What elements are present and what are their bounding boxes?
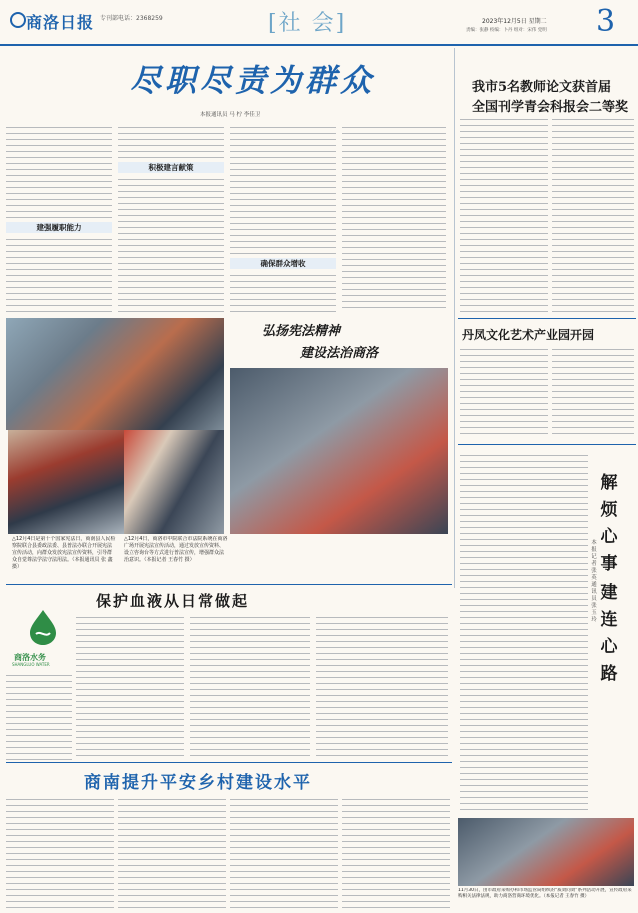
water-headline: 保护血液从日常做起 bbox=[96, 592, 250, 610]
main-byline: 本报通讯员 马 柠 李佳卫 bbox=[200, 112, 261, 118]
photo-propaganda-booth bbox=[124, 430, 224, 534]
article-text bbox=[6, 124, 112, 220]
village-safety-headline: 商南提升平安乡村建设水平 bbox=[84, 773, 312, 793]
subhead: 积极建言献策 bbox=[118, 162, 224, 173]
article-text bbox=[342, 796, 450, 908]
newspaper-logo-icon bbox=[10, 12, 26, 28]
article-text bbox=[118, 124, 224, 160]
section-rule bbox=[458, 444, 636, 445]
bottom-right-caption: 11月30日，由市政府采购办和市场监管局组织的“质效问效”系列活动开展，宣传政府采购相关法律法规，助力商洛营商环境优化。（本报记者 王春竹 摄） bbox=[458, 888, 632, 899]
vertical-title-col1: 解烦心事 bbox=[600, 473, 618, 574]
article-text bbox=[118, 176, 224, 312]
article-text bbox=[118, 796, 226, 908]
article-text bbox=[6, 236, 112, 312]
main-headline: 尽职尽责为群众 bbox=[130, 63, 375, 99]
issue-date: 2023年12月5日 星期二 bbox=[482, 18, 547, 25]
section-title: [社 会] bbox=[268, 11, 347, 36]
article-text bbox=[230, 124, 336, 256]
teacher-award-headline-line1: 我市5名教师论文获首届 bbox=[472, 80, 612, 95]
photo-caption-right: △12月4日，商洛市中院联合市法院系统在商洛广场开展宪法宣传活动，通过发放宣传资料、设立咨询台等方式进行普法宣传，增强群众法治意识。（本报记者 王春竹 摄） bbox=[124, 536, 228, 563]
section-rule bbox=[6, 762, 452, 763]
photo-banner-line1: 弘扬宪法精神 bbox=[262, 324, 341, 339]
article-text bbox=[460, 452, 588, 814]
article-text bbox=[552, 116, 634, 312]
photo-caption-left: △12月4日是第十个国家宪法日，商南县人民检察院联合县委政法委、县普法办联合开展宪法宣传活动，向群众发放宪法宣传资料，引导群众自觉尊法学法守法用法。（本报通讯员 张 鑫 摄） bbox=[12, 536, 116, 570]
article-text bbox=[342, 124, 446, 312]
article-text bbox=[552, 346, 634, 438]
masthead: 商洛日报 bbox=[26, 13, 95, 32]
column-divider bbox=[454, 48, 455, 588]
vertical-byline: 本报记者 张 英 通讯员 张玉玲 bbox=[591, 540, 597, 623]
hotline: 专刊部电话：2368259 bbox=[100, 15, 163, 22]
vertical-title-col2: 建连心路 bbox=[600, 583, 618, 684]
water-logo-subtext: SHANGLUO WATER bbox=[12, 662, 50, 667]
article-text bbox=[6, 672, 72, 760]
page-number: 3 bbox=[596, 4, 616, 39]
photo-street-promotion bbox=[230, 368, 448, 534]
subhead: 建强履职能力 bbox=[6, 222, 112, 233]
article-text bbox=[190, 614, 310, 760]
section-rule bbox=[458, 318, 636, 319]
photo-procurement-event bbox=[458, 818, 634, 886]
article-text bbox=[230, 272, 336, 312]
section-rule bbox=[6, 584, 452, 585]
subhead: 确保群众增收 bbox=[230, 258, 336, 269]
article-text bbox=[316, 614, 448, 760]
article-text bbox=[230, 796, 338, 908]
photo-prosecutors bbox=[6, 318, 224, 430]
teacher-award-headline-line2: 全国刊学青会科报会二等奖 bbox=[472, 100, 629, 115]
water-logo bbox=[18, 606, 68, 650]
photo-banner-line2: 建设法治商洛 bbox=[300, 346, 379, 361]
art-park-headline: 丹凤文化艺术产业园开园 bbox=[462, 328, 595, 342]
article-text bbox=[6, 796, 114, 908]
article-text bbox=[460, 116, 548, 312]
photo-leaflet-handout bbox=[8, 430, 124, 534]
article-text bbox=[460, 346, 548, 438]
water-logo-text: 商洛水务 bbox=[14, 653, 46, 662]
editor-credits: 责编：张静 校编：卜丹 组对：宋伟 党明 bbox=[466, 28, 547, 33]
article-text bbox=[76, 614, 184, 760]
water-drop-icon bbox=[18, 606, 68, 650]
